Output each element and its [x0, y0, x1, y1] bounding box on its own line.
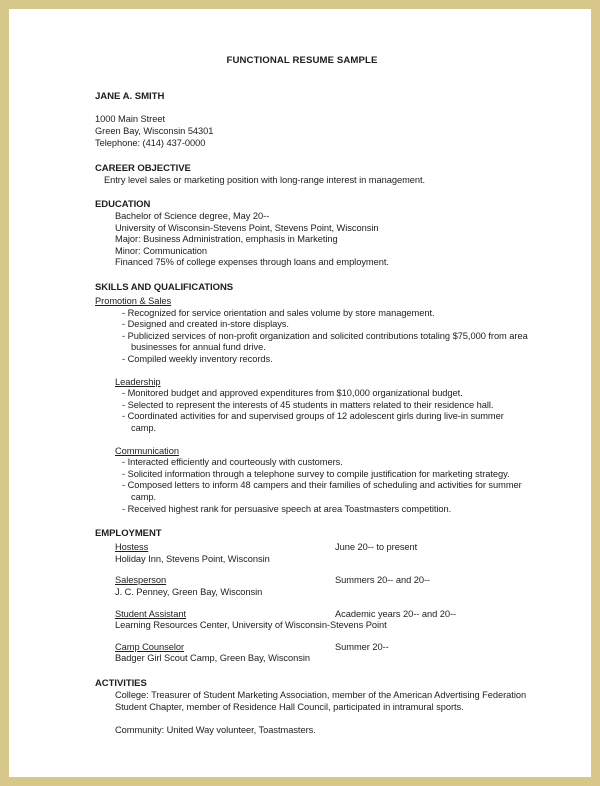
education-heading: EDUCATION	[95, 199, 151, 211]
skills-group-leadership	[115, 377, 529, 435]
skill-bullet: - Monitored budget and approved expenditures from $10,000 organizational budget.	[122, 388, 463, 399]
section-employment	[95, 528, 529, 665]
job-organization: Learning Resources Center, University of Wisconsin-Stevens Point	[115, 620, 387, 631]
education-financing: Financed 75% of college expenses through loans and employment.	[115, 257, 389, 268]
skills-heading: SKILLS AND QUALIFICATIONS	[95, 282, 234, 294]
activities-community: Community: United Way volunteer, Toastmasters.	[115, 725, 316, 736]
skills-group-title-text: Leadership	[115, 376, 161, 387]
skill-bullet: - Interacted efficiently and courteously with customers.	[122, 457, 343, 468]
job-title-line	[115, 609, 529, 621]
address-line-city: Green Bay, Wisconsin 54301	[95, 125, 214, 136]
skill-bullet: - Coordinated activities for and supervised groups of 12 adolescent girls during live-in summer camp.	[122, 411, 504, 434]
career-objective-text: Entry level sales or marketing position with long-range interest in management.	[104, 174, 426, 185]
skills-group-title	[115, 446, 529, 458]
education-school: University of Wisconsin-Stevens Point, Stevens Point, Wisconsin	[115, 222, 379, 233]
skills-group-communication	[115, 446, 529, 516]
skill-bullet: - Selected to represent the interests of 45 students in matters related to their residence hall.	[122, 399, 494, 410]
activities-heading: ACTIVITIES	[95, 678, 147, 690]
employment-heading: EMPLOYMENT	[95, 528, 162, 540]
skill-bullet: - Received highest rank for persuasive speech at area Toastmasters competition.	[122, 503, 452, 514]
job-entry-hostess	[115, 542, 529, 565]
job-dates: Summer 20--	[335, 641, 389, 652]
resume-document	[9, 9, 591, 777]
employment-jobs	[95, 542, 529, 665]
job-dates: Summers 20-- and 20--	[335, 575, 431, 586]
job-title-line	[115, 575, 529, 587]
job-organization: Badger Girl Scout Camp, Green Bay, Wisconsin	[115, 653, 311, 664]
job-title: Salesperson	[115, 575, 167, 586]
skill-bullet: - Recognized for service orientation and sales volume by store management.	[122, 307, 435, 318]
job-dates: June 20-- to present	[335, 542, 418, 553]
activities-college: College: Treasurer of Student Marketing Association, member of the American Advertising Federation Student Chapter, member of Residence Hall Council, participated in intramural sports.	[115, 689, 527, 712]
skill-bullet: - Compiled weekly inventory records.	[122, 353, 273, 364]
skills-group-title-text: Promotion & Sales	[95, 295, 172, 306]
job-entry-salesperson	[115, 575, 529, 598]
job-organization: J. C. Penney, Green Bay, Wisconsin	[115, 586, 263, 597]
skills-group-title	[95, 296, 529, 308]
job-title: Hostess	[115, 542, 149, 553]
skill-bullet: - Composed letters to inform 48 campers and their families of scheduling and activities for summer camp.	[122, 480, 522, 503]
address-line-phone: Telephone: (414) 437-0000	[95, 137, 206, 148]
address-block	[95, 114, 529, 150]
skills-groups	[95, 296, 529, 515]
skill-bullet: - Solicited information through a telephone survey to compile justification for marketing strategy.	[122, 468, 510, 479]
job-organization: Holiday Inn, Stevens Point, Wisconsin	[115, 553, 270, 564]
job-title-line	[115, 542, 529, 554]
education-minor: Minor: Communication	[115, 245, 208, 256]
skills-group-title	[115, 377, 529, 389]
job-title-line	[115, 642, 529, 654]
skills-group-title-text: Communication	[115, 445, 179, 456]
section-skills	[95, 282, 529, 515]
section-career-objective	[95, 163, 529, 186]
job-title: Camp Counselor	[115, 641, 185, 652]
education-degree: Bachelor of Science degree, May 20--	[115, 211, 270, 221]
job-entry-camp-counselor	[115, 642, 529, 665]
section-activities	[95, 678, 529, 737]
document-title: FUNCTIONAL RESUME SAMPLE	[226, 55, 378, 66]
address-line-street: 1000 Main Street	[95, 113, 166, 124]
section-education	[95, 199, 529, 269]
skill-bullet: - Publicized services of non-profit organization and solicited contributions totaling $75,000 from area businesses for annual fund drive.	[122, 330, 528, 353]
job-entry-student-assistant	[115, 609, 529, 632]
career-objective-heading: CAREER OBJECTIVE	[95, 162, 191, 174]
job-title: Student Assistant	[115, 608, 186, 619]
skills-group-promotion-sales	[95, 296, 529, 366]
education-major: Major: Business Administration, emphasis in Marketing	[115, 234, 338, 245]
candidate-name: JANE A. SMITH	[95, 90, 165, 102]
job-dates: Academic years 20-- and 20--	[335, 608, 457, 619]
skill-bullet: - Designed and created in-store displays.	[122, 319, 289, 330]
